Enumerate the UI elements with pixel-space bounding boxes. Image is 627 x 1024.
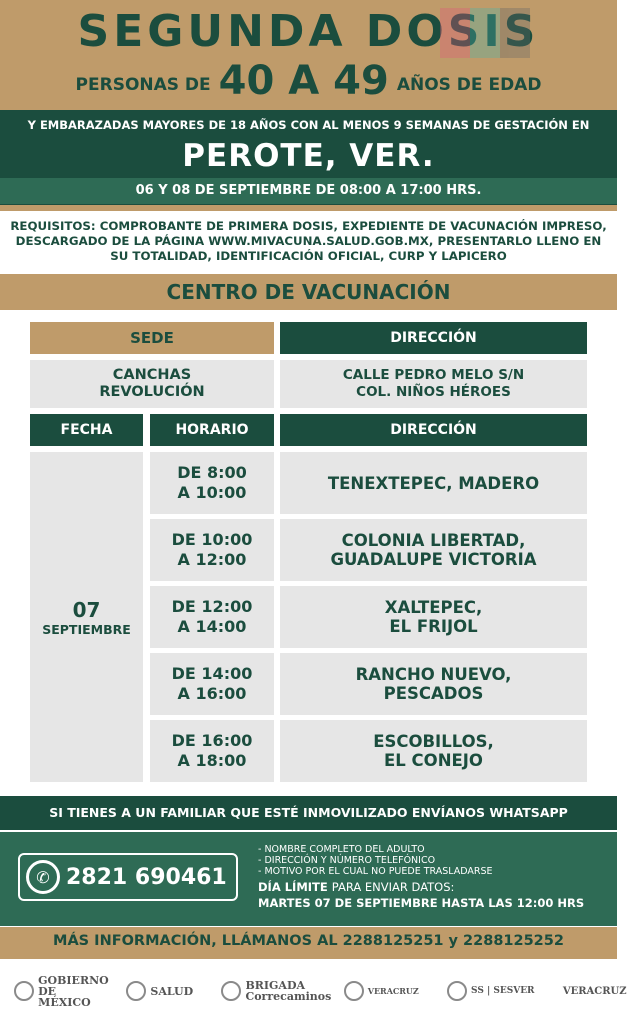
note-item: - MOTIVO POR EL CUAL NO PUEDE TRASLADARSE xyxy=(258,866,493,877)
logo-strip xyxy=(0,966,627,1016)
divider xyxy=(0,205,617,211)
time-cell xyxy=(150,519,274,581)
fecha-header: FECHA xyxy=(30,414,143,446)
place-line2: PESCADOS xyxy=(383,684,484,703)
brand-watermark xyxy=(440,8,530,58)
place-line2: GUADALUPE VICTORIA xyxy=(330,550,537,569)
info-text: MÁS INFORMACIÓN, LLÁMANOS AL 2288125251 y 2288125252 xyxy=(53,933,564,949)
time-start: DE 16:00 xyxy=(171,731,253,750)
whatsapp-notes xyxy=(258,844,608,877)
place-cell xyxy=(280,586,587,648)
place-line1: TENEXTEPEC, MADERO xyxy=(327,473,540,493)
deadline-date: MARTES 07 DE SEPTIEMBRE HASTA LAS 12:00 HRS xyxy=(258,896,585,910)
veracruz-seal-logo: VERACRUZ xyxy=(344,981,419,1001)
subtitle-pre: PERSONAS DE xyxy=(75,75,211,95)
whatsapp-phone[interactable]: 2821 690461 xyxy=(66,864,227,890)
schedule-direccion-header: DIRECCIÓN xyxy=(280,414,587,446)
place-cell xyxy=(280,452,587,514)
place-line2: EL CONEJO xyxy=(384,751,483,770)
bird-icon xyxy=(221,981,241,1001)
date-month: SEPTIEMBRE xyxy=(42,621,131,637)
veracruz-logo: VERACRUZ xyxy=(562,985,627,997)
time-start: DE 14:00 xyxy=(171,664,253,683)
dates-text: 06 Y 08 DE SEPTIEMBRE DE 08:00 A 17:00 HRS. xyxy=(135,183,482,198)
time-cell xyxy=(150,452,274,514)
place-line1: RANCHO NUEVO, xyxy=(355,665,512,684)
date-day: 07 xyxy=(72,597,101,622)
city-title: PEROTE, VER. xyxy=(182,138,435,174)
sede-value: CANCHAS REVOLUCIÓN xyxy=(30,360,274,408)
time-end: A 18:00 xyxy=(177,751,247,770)
seal-icon xyxy=(126,981,146,1001)
place-line2: EL FRIJOL xyxy=(389,617,478,636)
place-cell xyxy=(280,519,587,581)
seal-icon xyxy=(344,981,364,1001)
sede-header: SEDE xyxy=(30,322,274,354)
brigada-logo: BRIGADA Correcaminos xyxy=(221,980,315,1002)
gobierno-mexico-logo: GOBIERNO DE MÉXICO xyxy=(14,975,98,1008)
requirements-text: REQUISITOS: COMPROBANTE DE PRIMERA DOSIS, EXPEDIENTE DE VACUNACIÓN IMPRESO, DESCARGADO DE LA PÁGINA WWW.MIVACUNA.SALUD.GOB.MX, PRESENTARLO LLENO EN SU TOTALIDAD, IDENTIFICACIÓN OFICIAL, CURP Y LAPICERO xyxy=(10,219,607,263)
horario-header: HORARIO xyxy=(150,414,274,446)
time-start: DE 12:00 xyxy=(171,597,253,616)
time-start: DE 8:00 xyxy=(177,463,247,482)
salud-logo: SALUD xyxy=(126,981,193,1001)
sesver-logo: SS | SESVER xyxy=(447,981,535,1001)
age-range: 40 A 49 xyxy=(218,58,389,104)
seal-icon xyxy=(14,981,34,1001)
deadline-label xyxy=(258,880,608,894)
note-item: - NOMBRE COMPLETO DEL ADULTO xyxy=(258,844,425,855)
age-subtitle xyxy=(0,58,617,104)
whatsapp-banner-text: SI TIENES A UN FAMILIAR QUE ESTÉ INMOVILIZADO ENVÍANOS WHATSAPP xyxy=(49,805,568,820)
subtitle-post: AÑOS DE EDAD xyxy=(396,75,542,95)
place-line1: ESCOBILLOS, xyxy=(373,732,494,751)
deadline-title: DÍA LÍMITE xyxy=(258,880,328,894)
time-end: A 10:00 xyxy=(177,483,247,502)
time-end: A 16:00 xyxy=(177,684,247,703)
place-cell xyxy=(280,653,587,715)
time-cell xyxy=(150,653,274,715)
eligibility-text: Y EMBARAZADAS MAYORES DE 18 AÑOS CON AL MENOS 9 SEMANAS DE GESTACIÓN EN xyxy=(27,118,590,132)
date-cell xyxy=(30,452,143,782)
page-title: SEGUNDA DOSIS xyxy=(77,6,540,57)
whatsapp-contact[interactable] xyxy=(18,853,238,901)
place-cell xyxy=(280,720,587,782)
centro-title: CENTRO DE VACUNACIÓN xyxy=(166,280,451,304)
time-cell xyxy=(150,586,274,648)
note-item: - DIRECCIÓN Y NÚMERO TELEFÓNICO xyxy=(258,855,436,866)
place-line1: COLONIA LIBERTAD, xyxy=(341,531,526,550)
place-line1: XALTEPEC, xyxy=(384,598,483,617)
direccion-value: CALLE PEDRO MELO S/N COL. NIÑOS HÉROES xyxy=(280,360,587,408)
direccion-header: DIRECCIÓN xyxy=(280,322,587,354)
whatsapp-icon: ✆ xyxy=(26,860,60,894)
time-cell xyxy=(150,720,274,782)
time-start: DE 10:00 xyxy=(171,530,253,549)
time-end: A 14:00 xyxy=(177,617,247,636)
seal-icon xyxy=(447,981,467,1001)
time-end: A 12:00 xyxy=(177,550,247,569)
deadline-rest: PARA ENVIAR DATOS: xyxy=(331,880,455,894)
